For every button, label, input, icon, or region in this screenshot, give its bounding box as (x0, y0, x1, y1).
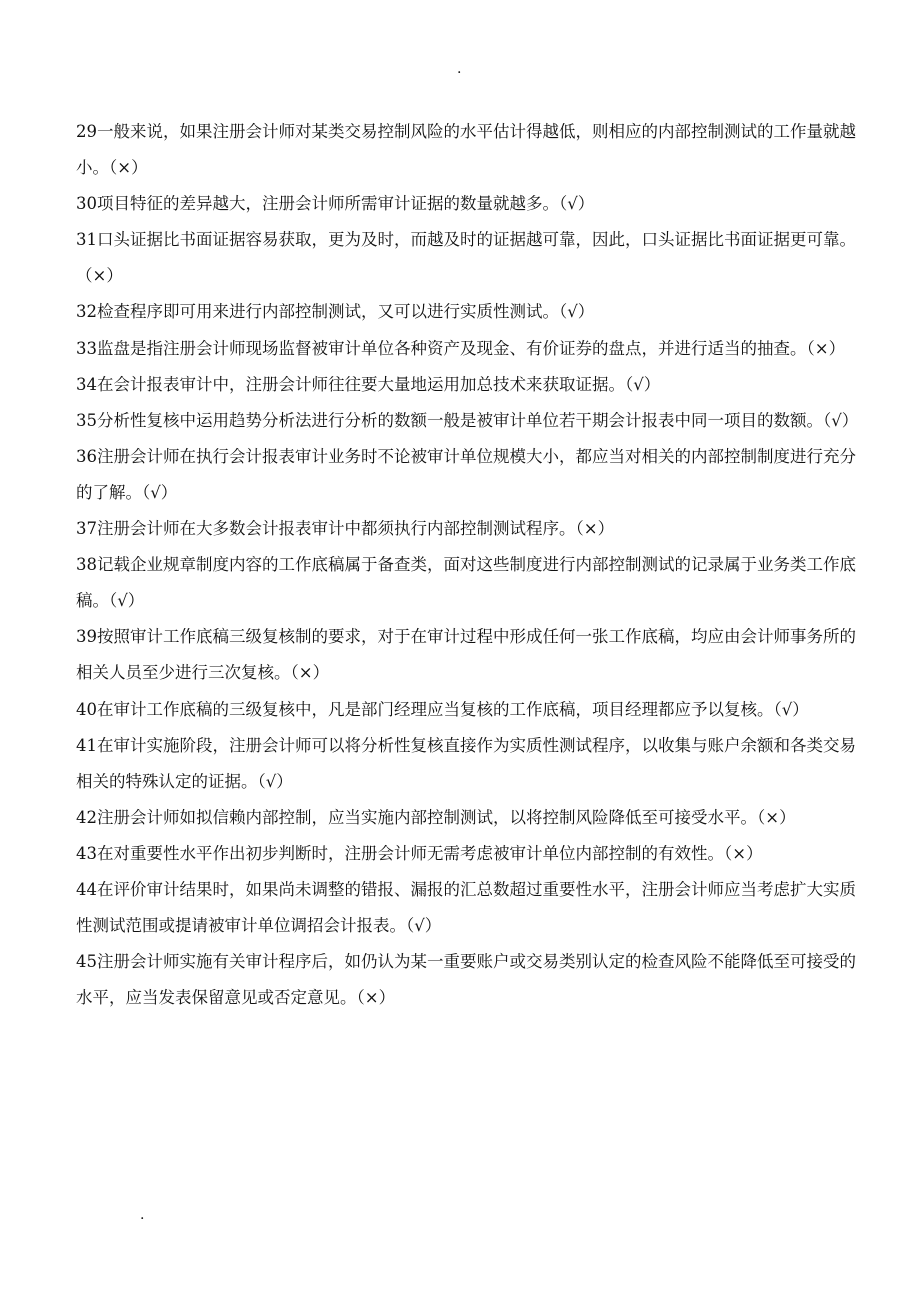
question-35: 35分析性复核中运用趋势分析法进行分析的数额一般是被审计单位若干期会计报表中同一项目的数额。（√） (76, 410, 859, 430)
question-38: 38记载企业规章制度内容的工作底稿属于备查类，面对这些制度进行内部控制测试的记录属于业务类工作底稿。（√） (76, 555, 856, 611)
question-44: 44在评价审计结果时，如果尚未调整的错报、漏报的汇总数超过重要性水平，注册会计师应当考虑扩大实质性测试范围或提请被审计单位调招会计报表。（√） (76, 879, 856, 936)
question-42: 42注册会计师如拟信赖内部控制，应当实施内部控制测试，以将控制风险降低至可接受水平。（×） (76, 807, 796, 827)
question-33: 33监盘是指注册会计师现场监督被审计单位各种资产及现金、有价证券的盘点，并进行适当的抽查。（×） (76, 338, 846, 358)
question-41: 41在审计实施阶段，注册会计师可以将分析性复核直接作为实质性测试程序，以收集与账户余额和各类交易相关的特殊认定的证据。（√） (76, 735, 856, 791)
question-43: 43在对重要性水平作出初步判断时，注册会计师无需考虑被审计单位内部控制的有效性。（×） (76, 843, 763, 863)
question-29: 29一般来说，如果注册会计师对某类交易控制风险的水平估计得越低，则相应的内部控制测试的工作量就越小。（×） (76, 122, 856, 178)
question-40: 40在审计工作底稿的三级复核中，凡是部门经理应当复核的工作底稿，项目经理都应予以复核。（√） (76, 699, 809, 719)
question-37: 37注册会计师在大多数会计报表审计中都须执行内部控制测试程序。（×） (76, 519, 615, 539)
question-30: 30项目特征的差异越大，注册会计师所需审计证据的数量就越多。（√） (76, 194, 595, 214)
header-mark: . (457, 61, 462, 77)
question-36: 36注册会计师在执行会计报表审计业务时不论被审计单位规模大小，都应当对相关的内部控制制度进行充分的了解。（√） (76, 446, 856, 502)
question-32: 32检查程序即可用来进行内部控制测试，又可以进行实质性测试。（√） (76, 302, 595, 322)
question-34: 34在会计报表审计中，注册会计师往往要大量地运用加总技术来获取证据。（√） (76, 374, 661, 394)
question-31: 31口头证据比书面证据容易获取，更为及时，而越及时的证据越可靠，因此，口头证据比书面证据更可靠。（×） (76, 230, 856, 286)
footer-mark: . (140, 1207, 145, 1223)
question-45: 45注册会计师实施有关审计程序后，如仍认为某一重要账户或交易类别认定的检查风险不能降低至可接受的水平，应当发表保留意见或否定意见。（×） (76, 952, 856, 1008)
question-list (76, 114, 859, 1016)
question-39: 39按照审计工作底稿三级复核制的要求，对于在审计过程中形成任何一张工作底稿，均应由会计师事务所的相关人员至少进行三次复核。（×） (76, 627, 856, 683)
